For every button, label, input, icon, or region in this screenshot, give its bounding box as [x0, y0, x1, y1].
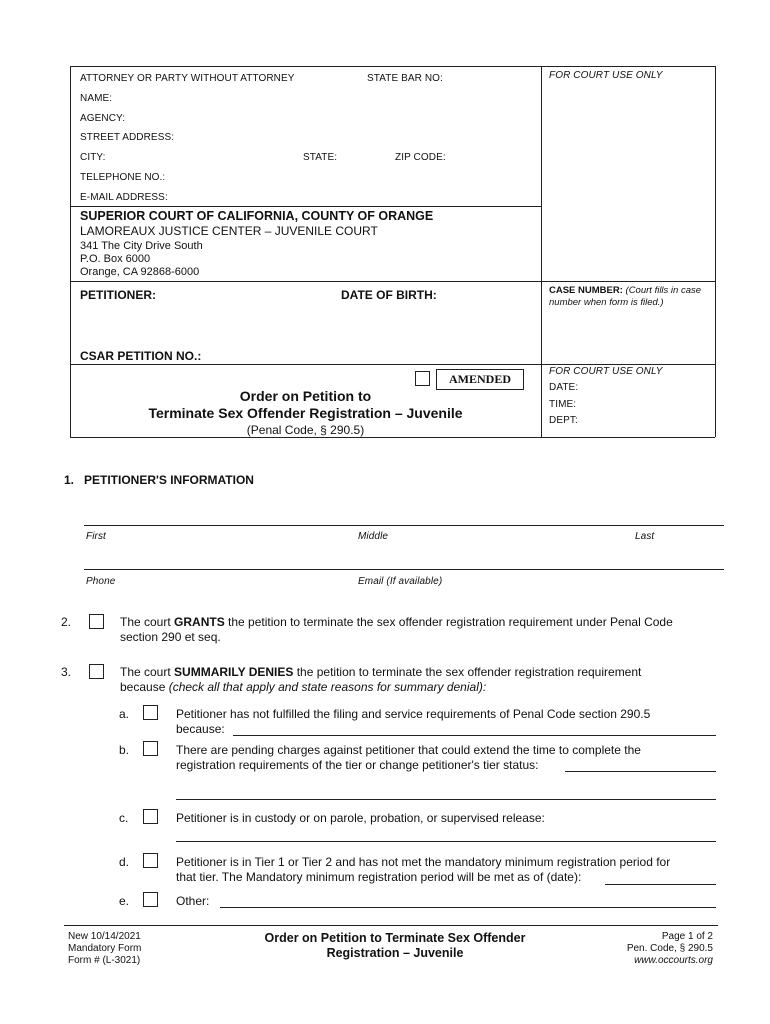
contact-line[interactable]: [84, 569, 724, 570]
first-name-label: First: [86, 531, 106, 542]
item3a-line2: because:: [176, 722, 225, 736]
item2-number: 2.: [61, 615, 72, 629]
item3-pre: The court: [120, 665, 175, 679]
item2-line2: section 290 et seq.: [120, 630, 221, 644]
item3b-line1: There are pending charges against petitioner that could extend the time to complete the: [176, 743, 641, 757]
header-divider: [541, 66, 542, 437]
form-title-line1: Order on Petition to: [239, 388, 372, 404]
court-address-line2: P.O. Box 6000: [80, 253, 151, 265]
middle-name-label: Middle: [358, 531, 389, 542]
state-bar-label: STATE BAR NO:: [367, 73, 443, 84]
item3-number: 3.: [61, 665, 72, 679]
amended-checkbox[interactable]: [415, 371, 430, 386]
grants-checkbox[interactable]: [89, 614, 104, 629]
court-address-line3: Orange, CA 92868-6000: [80, 266, 200, 278]
header-left-border: [70, 66, 71, 437]
hearing-date-label: DATE:: [549, 382, 579, 393]
footer-form-number: Form # (L-3021): [68, 955, 141, 966]
header-bottom-border: [70, 437, 715, 438]
item3a-reason-line[interactable]: [233, 735, 716, 736]
case-number-block: [549, 285, 709, 309]
item3b-letter: b.: [119, 743, 130, 757]
item2-pre: The court: [120, 615, 175, 629]
item3e-letter: e.: [119, 894, 130, 908]
footer-code: Pen. Code, § 290.5: [626, 943, 713, 954]
footer-title-line2: Registration – Juvenile: [326, 946, 464, 960]
amended-box: [436, 369, 524, 390]
case-number-label: CASE NUMBER:: [549, 285, 623, 296]
email-label: Email (If available): [358, 576, 443, 587]
item3a-line1: Petitioner has not fulfilled the filing and service requirements of Penal Code section 290.5: [176, 707, 651, 721]
footer-website[interactable]: www.occourts.org: [634, 955, 713, 966]
email-address-label: E-MAIL ADDRESS:: [80, 192, 168, 203]
item3d-checkbox[interactable]: [143, 853, 158, 868]
street-address-label: STREET ADDRESS:: [80, 132, 175, 143]
court-name: SUPERIOR COURT OF CALIFORNIA, COUNTY OF ORANGE: [80, 209, 434, 223]
item2-post: the petition to terminate the sex offender registration requirement under Penal Code: [224, 615, 673, 629]
summarily-denies-checkbox[interactable]: [89, 664, 104, 679]
item3c-letter: c.: [119, 811, 129, 825]
amended-label: AMENDED: [449, 372, 511, 386]
item3b-checkbox[interactable]: [143, 741, 158, 756]
item3a-checkbox[interactable]: [143, 705, 158, 720]
hearing-time-label: TIME:: [549, 399, 577, 410]
item3b-line2: registration requirements of the tier or change petitioner's tier status:: [176, 758, 539, 772]
hearing-dept-label: DEPT:: [549, 415, 578, 426]
zip-code-label: ZIP CODE:: [395, 152, 446, 163]
item2-text: [120, 615, 720, 630]
item3d-letter: d.: [119, 855, 130, 869]
petitioner-label: PETITIONER:: [80, 288, 157, 302]
name-label: NAME:: [80, 93, 113, 104]
header-top-border: [70, 66, 715, 67]
footer-rule: [64, 925, 718, 926]
court-center: LAMOREAUX JUSTICE CENTER – JUVENILE COURT: [80, 224, 378, 238]
city-label: CITY:: [80, 152, 106, 163]
item3e-line1: Other:: [176, 894, 210, 908]
court-use-label: FOR COURT USE ONLY: [549, 70, 663, 81]
item3d-date-line[interactable]: [605, 884, 716, 885]
section1-heading: 1. PETITIONER'S INFORMATION: [64, 473, 254, 487]
footer-mandatory: Mandatory Form: [68, 943, 142, 954]
item3-instructions: (check all that apply and state reasons for summary denial):: [168, 680, 487, 694]
item3-line2: [120, 680, 720, 695]
phone-label: Phone: [86, 576, 116, 587]
item3-because: because: [120, 680, 169, 694]
item3d-line2: that tier. The Mandatory minimum registration period will be met as of (date):: [176, 870, 582, 884]
dob-label: DATE OF BIRTH:: [341, 288, 437, 302]
item3c-checkbox[interactable]: [143, 809, 158, 824]
csar-petition-label: CSAR PETITION NO.:: [80, 349, 202, 363]
title-top-border: [70, 364, 715, 365]
footer-revision: New 10/14/2021: [68, 931, 141, 942]
item3b-reason-line2[interactable]: [176, 799, 716, 800]
name-line[interactable]: [84, 525, 724, 526]
form-title-line2: Terminate Sex Offender Registration – Juvenile: [148, 405, 463, 421]
attorney-label: ATTORNEY OR PARTY WITHOUT ATTORNEY: [80, 73, 295, 84]
item3-text: [120, 665, 720, 680]
item2-grants: GRANTS: [174, 615, 225, 629]
header-right-border: [715, 66, 716, 437]
item3-denies: SUMMARILY DENIES: [174, 665, 294, 679]
item3c-reason-line[interactable]: [176, 841, 716, 842]
item3a-letter: a.: [119, 707, 130, 721]
court-use-label-2: FOR COURT USE ONLY: [549, 366, 663, 377]
court-top-border: [70, 206, 541, 207]
court-address-line1: 341 The City Drive South: [80, 240, 203, 252]
petitioner-top-border: [70, 281, 715, 282]
telephone-label: TELEPHONE NO.:: [80, 172, 166, 183]
last-name-label: Last: [635, 531, 655, 542]
item3b-reason-line1[interactable]: [565, 771, 716, 772]
item3e-other-line[interactable]: [220, 907, 716, 908]
item3c-line1: Petitioner is in custody or on parole, probation, or supervised release:: [176, 811, 545, 825]
state-label: STATE:: [303, 152, 338, 163]
form-subtitle: (Penal Code, § 290.5): [246, 423, 365, 437]
footer-title-line1: Order on Petition to Terminate Sex Offender: [264, 931, 526, 945]
case-number-note: (Court fills in case number when form is filed.): [549, 285, 702, 308]
item3d-line1: Petitioner is in Tier 1 or Tier 2 and has not met the mandatory minimum registration period for: [176, 855, 671, 869]
item3-post: the petition to terminate the sex offender registration requirement: [293, 665, 642, 679]
item3e-checkbox[interactable]: [143, 892, 158, 907]
agency-label: AGENCY:: [80, 113, 126, 124]
footer-page-number: Page 1 of 2: [661, 931, 713, 942]
